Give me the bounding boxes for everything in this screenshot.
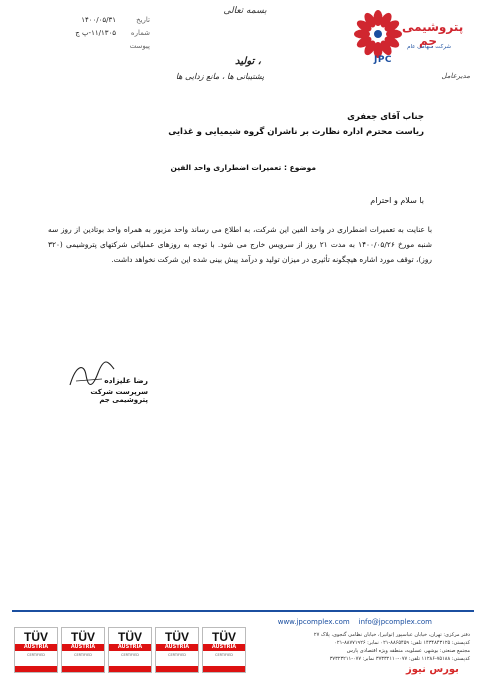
tuv-badge: TÜV AUSTRIA CERTIFIED bbox=[14, 627, 58, 673]
recipient-position: ریاست محترم اداره نظارت بر ناشران گروه شیمیایی و غذایی bbox=[168, 127, 424, 137]
address-line-4: کدپستی: ۷۵۱۸۸-۱۱۲۸۶ تلفن: ۰۷۷-۳۷۳۳۲۱۱۰ نمابر: ۰۷۷-۳۷۳۲۳۲۱۱ bbox=[329, 656, 470, 662]
tuv-badge: TÜV AUSTRIA CERTIFIED bbox=[155, 627, 199, 673]
date-value: ۱۴۰۰/۰۵/۳۱ bbox=[81, 16, 116, 24]
logo-subtitle: شرکت سهامی عام bbox=[407, 44, 451, 50]
side-label: مدیرعامل bbox=[441, 72, 470, 80]
letter-meta bbox=[70, 14, 150, 53]
number-value: ۱۱/۱۳۰۵-پ ج bbox=[75, 29, 116, 37]
slogan-line-2: پشتیبانی ها ، مانع زدایی ها bbox=[175, 72, 265, 81]
attachment-label: پیوست bbox=[129, 42, 150, 50]
footer-address bbox=[248, 631, 470, 663]
tuv-badge: TÜV AUSTRIA CERTIFIED bbox=[61, 627, 105, 673]
logo-abbr: JPC bbox=[373, 55, 393, 65]
email-link[interactable]: info@jpcomplex.com bbox=[358, 618, 432, 626]
source-watermark: بورس نیوز bbox=[406, 664, 459, 675]
basmala: بسمه تعالی bbox=[223, 6, 267, 16]
address-line-2: کدپستی: ۱۴۳۴۸۴۳۱۲۵ تلفن: ۸۸۶۵۴۵۹-۰۲۱ نمابر: ۸۸۷۷۱۹۲۶-۰۲۱ bbox=[334, 640, 470, 646]
footer-contact bbox=[252, 618, 432, 626]
slogan-line-1: تولید ، bbox=[235, 56, 261, 67]
address-line-1: دفتر مرکزی: تهران، خیابان عباسپور (توانیر)، خیابان نظامی گنجوی، پلاک ۲۷ bbox=[313, 632, 470, 638]
number-label: شماره bbox=[130, 29, 150, 37]
address-line-3: مجتمع صنعتی: بوشهر، عسلویه، منطقه ویژه اقتصادی پارس bbox=[346, 648, 470, 654]
tuv-badge: TÜV AUSTRIA CERTIFIED bbox=[202, 627, 246, 673]
letter-subject: موضوع : تعمیرات اضطراری واحد الفین bbox=[170, 163, 316, 172]
greeting: با سلام و احترام bbox=[370, 196, 424, 205]
signer-title: سرپرست شرکت پتروشیمی جم bbox=[90, 388, 148, 404]
letter-body: با عنایت به تعمیرات اضطراری در واحد الفین این شرکت، به اطلاع می رساند واحد مزبور به همراه واحد بوتادین از روز سه شنبه مورخ ۱۴۰۰/۰۵/۲۶ به مدت ۲۱ روز از سرویس خارج می شود. با توجه به روزهای عملیاتی شرکتهای پتروشیمی (۳۲۰ روز)، توقف مورد اشاره هیچگونه تأثیری در میزان تولید و درآمد پیش بینی شده این شرکت نخواهد داشت. bbox=[48, 225, 432, 264]
certification-badges bbox=[14, 627, 246, 673]
footer-divider bbox=[12, 610, 474, 612]
date-label: تاریخ bbox=[136, 16, 150, 24]
recipient-name: جناب آقای جعفری bbox=[347, 112, 424, 122]
tuv-badge: TÜV AUSTRIA CERTIFIED bbox=[108, 627, 152, 673]
recipient-block bbox=[168, 110, 424, 140]
logo-name: پتروشیمی جم bbox=[402, 20, 464, 48]
website-link[interactable]: www.jpcomplex.com bbox=[277, 618, 350, 626]
signer-name: رضا علیزاده bbox=[104, 376, 148, 385]
